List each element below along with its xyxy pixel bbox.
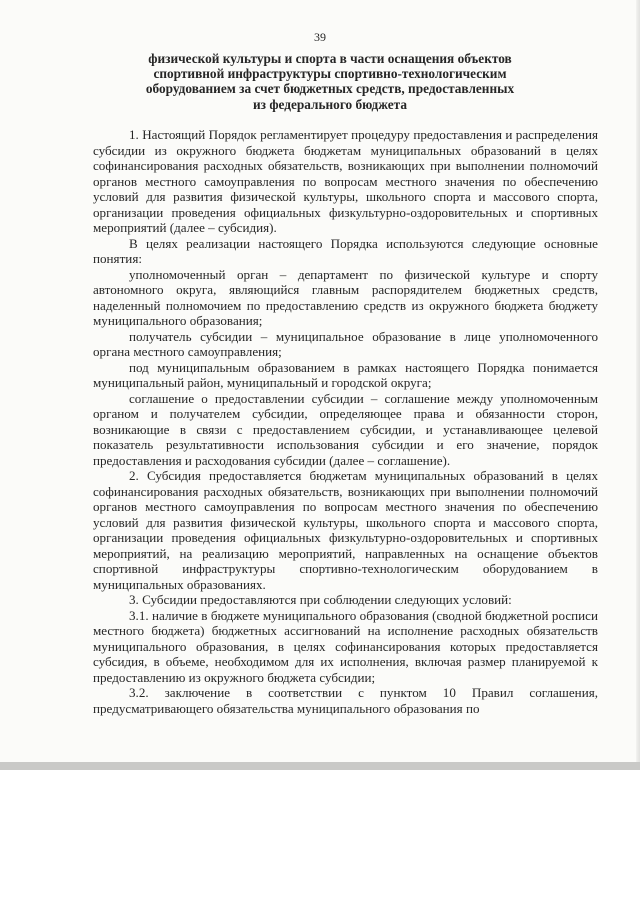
paragraph-definitions-intro: В целях реализации настоящего Порядка используются следующие основные понятия: [93, 235, 598, 266]
title-line: оборудованием за счет бюджетных средств, предоставленных [145, 81, 515, 97]
definition-authorized-body: уполномоченный орган – департамент по физической культуре и спорту автономного округа, являющийся главным распорядителем бюджетных средств, наделенный полномочием по предоставлению средств из окружного бюджета бюджету муниципального образования; [93, 266, 598, 328]
paragraph-3-1: 3.1. наличие в бюджете муниципального образования (сводной бюджетной росписи местного бюджета) бюджетных ассигнований на исполнение расходных обязательств муниципального образования, в целях софинансирования которых предоставляется субсидия, в объеме, необходимом для их исполнения, включая размер планируемой к предоставлению из окружного бюджета субсидии; [93, 607, 598, 685]
paragraph-3: 3. Субсидии предоставляются при соблюдении следующих условий: [129, 592, 512, 607]
definition-recipient: получатель субсидии – муниципальное образование в лице уполномоченного органа местного самоуправления; [93, 328, 598, 359]
paragraph-3-2: 3.2. заключение в соответствии с пунктом 10 Правил соглашения, предусматривающего обязательства муниципального образования по [93, 685, 598, 716]
title-line: из федерального бюджета [252, 96, 407, 112]
title-line: физической культуры и спорта в части оснащения объектов [148, 51, 512, 66]
document-title [95, 51, 565, 112]
page-number: 39 [314, 30, 326, 44]
definition-agreement: соглашение о предоставлении субсидии – соглашение между уполномоченным органом и получателем субсидии, определяющее права и обязанности сторон, возникающие в связи с предоставлением субсидии, и устанавливающее целевой показатель результативности использования субсидии и его значение, порядок предоставления и расходования субсидии (далее – соглашение). [93, 390, 598, 468]
title-line: спортивной инфраструктуры спортивно-технологическим [153, 66, 507, 82]
paragraph-1: 1. Настоящий Порядок регламентирует процедуру предоставления и распределения субсидии из окружного бюджета бюджетам муниципальных образований в целях софинансирования расходных обязательств, возникающих при выполнении полномочий органов местного самоуправления по вопросам местного значения по обеспечению условий для развития физической культуры, школьного спорта и массового спорта, организации проведения официальных физкультурно-оздоровительных и спортивных мероприятий (далее – субсидия). [93, 127, 598, 235]
blank-background [0, 770, 640, 905]
document-body [93, 127, 598, 716]
definition-municipality: под муниципальным образованием в рамках настоящего Порядка понимается муниципальный район, муниципальный и городской округа; [93, 359, 598, 390]
scan-edge-shadow [0, 762, 640, 770]
paragraph-2: 2. Субсидия предоставляется бюджетам муниципальных образований в целях софинансирования расходных обязательств, возникающих при выполнении полномочий органов местного самоуправления по вопросам местного значения по обеспечению условий для развития физической культуры, школьного спорта и массового спорта, организации проведения официальных физкультурно-оздоровительных и спортивных мероприятий, на реализацию мероприятий, направленных на оснащение объектов спортивной инфраструктуры спортивно-технологическим оборудованием в муниципальных образованиях. [93, 468, 598, 592]
